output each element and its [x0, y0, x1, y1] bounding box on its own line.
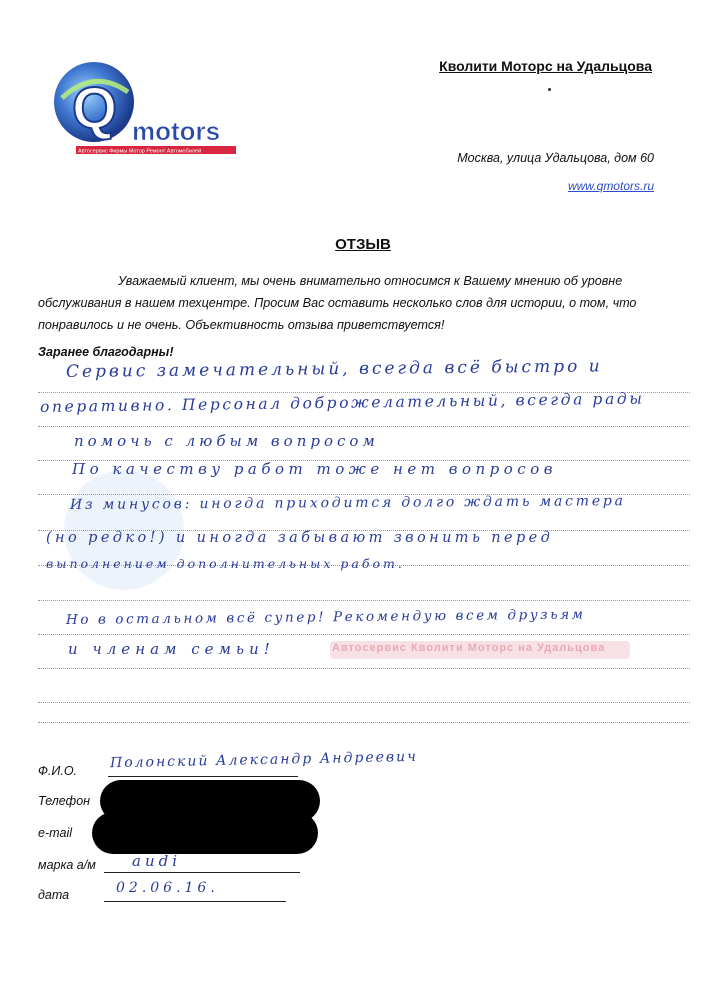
logo-letter: Q — [72, 76, 118, 141]
company-website-link[interactable]: www.qmotors.ru — [567, 179, 654, 193]
company-address: Москва, улица Удальцова, дом 60 — [457, 151, 654, 165]
thanks-text: Заранее благодарны! — [38, 345, 174, 359]
ruled-line — [38, 722, 690, 723]
ruled-line — [38, 702, 690, 703]
ruled-line — [38, 426, 690, 427]
review-line: выполнением дополнительных работ. — [46, 556, 405, 571]
logo-tagline: Автосервис Фирмы Мотор Ремонт Автомобилей — [78, 148, 202, 155]
review-line: Из минусов: иногда приходится долго ждать мастера — [69, 493, 626, 513]
review-line: Сервис замечательный, всегда всё быстро и — [65, 356, 603, 382]
company-logo — [48, 58, 248, 168]
intro-text: Уважаемый клиент, мы очень внимательно относимся к Вашему мнению об уровне обслуживания в нашем техцентре. Просим Вас оставить несколько слов для истории, о том, что понравилось и не очень. Объективность отзыва приветствуется! — [38, 274, 637, 332]
car-underline — [104, 872, 300, 873]
date-value[interactable]: 02.06.16. — [116, 880, 219, 896]
review-line: оперативно. Персонал доброжелательный, всегда рады — [39, 389, 645, 416]
review-line: По качеству работ тоже нет вопросов — [72, 460, 557, 478]
fio-underline — [108, 776, 298, 777]
review-line: и членам семьи! — [68, 640, 275, 658]
form-title: ОТЗЫВ — [335, 236, 391, 253]
company-name: Кволити Моторс на Удальцова — [439, 58, 652, 74]
car-label: марка а/м — [38, 858, 96, 872]
review-line: помочь с любым вопросом — [74, 432, 379, 450]
car-value[interactable]: audi — [132, 852, 182, 870]
email-redaction — [92, 812, 318, 854]
ruled-line — [38, 600, 690, 601]
phone-label: Телефон — [38, 794, 91, 808]
fio-value[interactable]: Полонский Александр Андреевич — [109, 748, 418, 772]
ruled-line — [38, 634, 690, 635]
watermark-text: Автосервис Кволити Моторс на Удальцова — [332, 642, 606, 654]
ink-dot — [548, 88, 551, 91]
logo-wordmark: motors — [132, 116, 221, 146]
ruled-line — [38, 668, 690, 669]
date-underline — [104, 901, 286, 902]
fio-label: Ф.И.О. — [38, 764, 78, 778]
date-label: дата — [38, 888, 70, 902]
qmotors-logo-graphic — [48, 58, 248, 168]
review-line: (но редко!) и иногда забывают звонить перед — [46, 530, 554, 546]
review-line: Но в остальном всё супер! Рекомендую всем друзьям — [65, 606, 586, 628]
email-label: e-mail — [38, 826, 73, 840]
